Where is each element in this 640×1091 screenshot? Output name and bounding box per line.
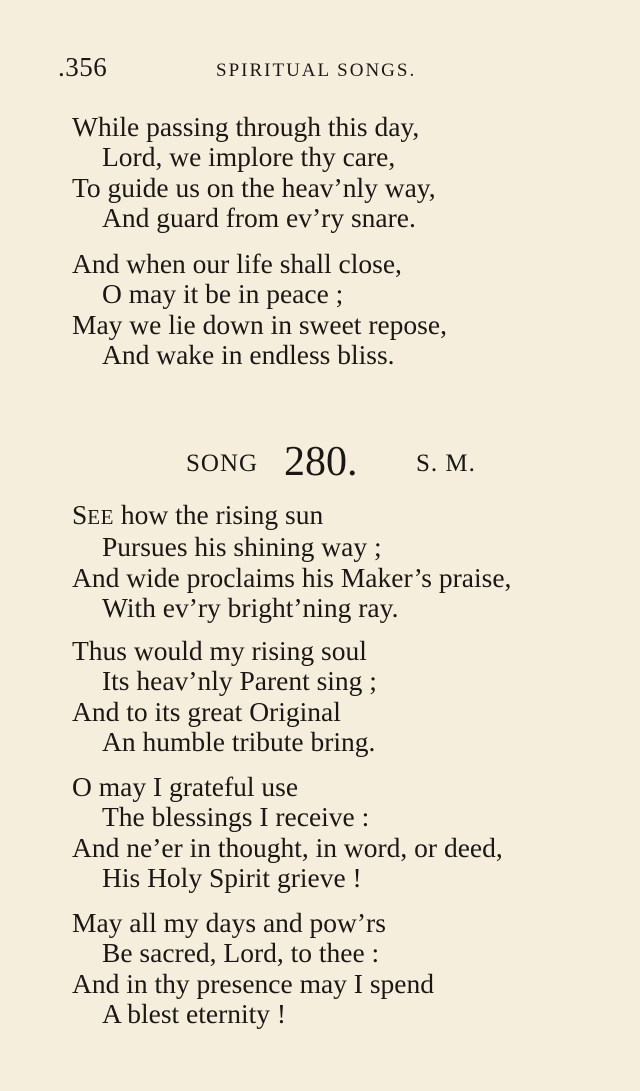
verse-line: And guard from ev’ry snare. bbox=[102, 202, 416, 234]
song-heading bbox=[0, 438, 640, 488]
verse-line: And wake in endless bliss. bbox=[102, 339, 395, 371]
verse-line-text: how the rising sun bbox=[113, 499, 324, 530]
opening-word-smallcaps: EE bbox=[87, 505, 114, 529]
verse-line: Its heav’nly Parent sing ; bbox=[102, 665, 377, 697]
verse-line: While passing through this day, bbox=[72, 111, 420, 142]
previous-song-stanza-2 bbox=[72, 249, 632, 371]
verse-line: A blest eternity ! bbox=[102, 998, 287, 1030]
verse-line: And to its great Original bbox=[72, 695, 341, 727]
verse-line: His Holy Spirit grieve ! bbox=[102, 862, 362, 894]
verse-line: And wide proclaims his Maker’s praise, bbox=[72, 561, 512, 593]
verse-line: Pursues his shining way ; bbox=[102, 531, 382, 563]
verse-line: And in thy presence may I spend bbox=[72, 967, 434, 999]
verse-line: Thus would my rising soul bbox=[72, 635, 367, 666]
song-stanza-4 bbox=[72, 908, 632, 1030]
running-head: SPIRITUAL SONGS. bbox=[216, 60, 417, 81]
verse-line: And ne’er in thought, in word, or deed, bbox=[72, 831, 503, 863]
song-stanza-2 bbox=[72, 636, 632, 758]
verse-line: With ev’ry bright’ning ray. bbox=[102, 592, 399, 624]
opening-word-capital: S bbox=[72, 499, 88, 530]
verse-line: An humble tribute bring. bbox=[102, 726, 376, 758]
song-number: 280. bbox=[284, 439, 358, 485]
verse-line bbox=[72, 500, 632, 532]
verse-line: Be sacred, Lord, to thee : bbox=[102, 937, 380, 969]
verse-line: The blessings I receive : bbox=[102, 801, 370, 833]
verse-line: May all my days and pow’rs bbox=[72, 907, 386, 938]
song-stanza-3 bbox=[72, 772, 632, 894]
verse-line: To guide us on the heav’nly way, bbox=[72, 171, 436, 203]
song-stanza-1 bbox=[72, 500, 632, 624]
previous-song-stanza-1 bbox=[72, 112, 632, 234]
song-label: SONG bbox=[186, 450, 259, 477]
page-header bbox=[58, 52, 478, 88]
verse-line: Lord, we implore thy care, bbox=[102, 141, 396, 173]
verse-line: May we lie down in sweet repose, bbox=[72, 308, 447, 340]
page-number: .356 bbox=[58, 52, 108, 82]
song-meter: S. M. bbox=[416, 450, 476, 477]
verse-line: O may it be in peace ; bbox=[102, 278, 344, 310]
verse-line: And when our life shall close, bbox=[72, 248, 402, 279]
verse-line: O may I grateful use bbox=[72, 771, 299, 802]
